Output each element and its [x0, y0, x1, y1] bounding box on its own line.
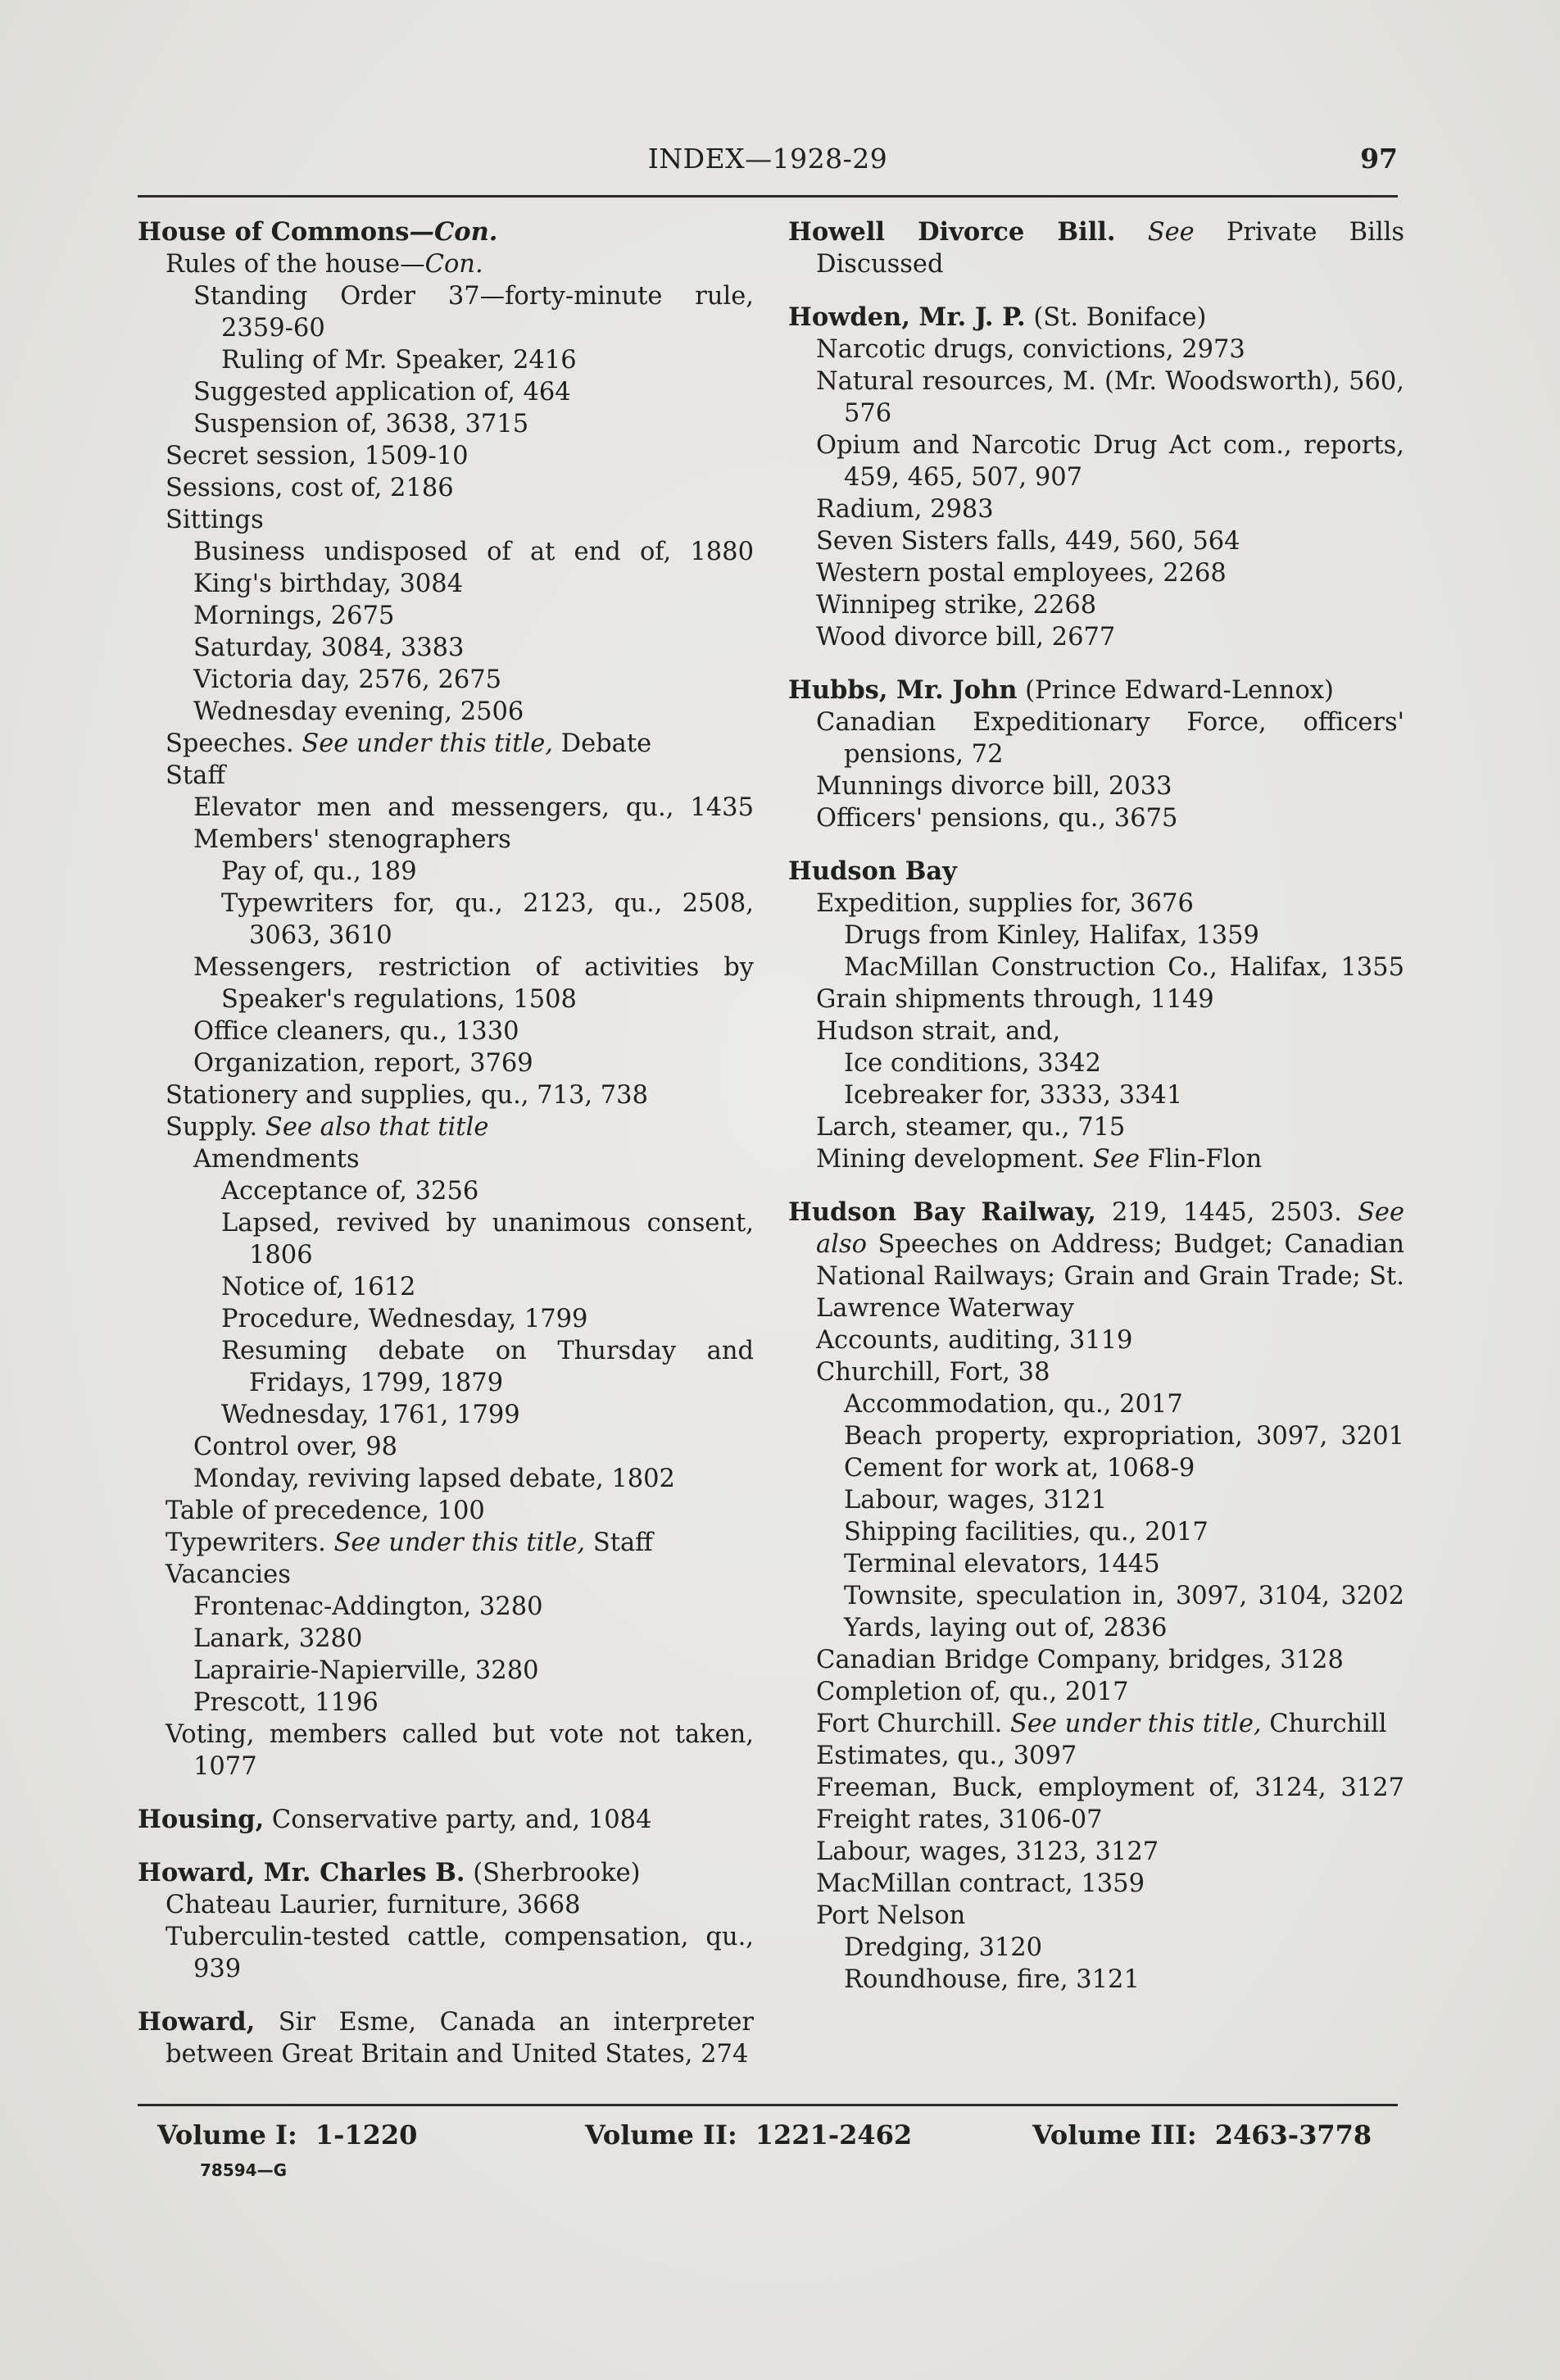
- heading-term: Howden, Mr. J. P.: [788, 302, 1026, 332]
- entry-text: Winnipeg strike, 2268: [816, 591, 1097, 620]
- heading-detail: (Sherbrooke): [465, 1859, 641, 1887]
- index-subentry: [788, 366, 1404, 429]
- entry-text: Accounts, auditing, 3119: [816, 1326, 1133, 1355]
- index-subentry: [138, 632, 754, 664]
- heading-detail: Conservative party, and, 1084: [264, 1805, 652, 1834]
- index-subentry: [788, 1612, 1404, 1644]
- index-subentry: [138, 664, 754, 696]
- entry-text: Accommodation, qu., 2017: [844, 1390, 1183, 1419]
- index-subentry: [788, 1804, 1404, 1836]
- entry-text: Table of precedence, 100: [166, 1497, 485, 1525]
- heading-term: Hubbs, Mr. John: [788, 675, 1018, 705]
- entry-text: Shipping facilities, qu., 2017: [844, 1518, 1209, 1547]
- index-subentry: [138, 1687, 754, 1719]
- entry-text: Vacancies: [166, 1560, 291, 1589]
- index-subentry: [788, 1356, 1404, 1388]
- index-subentry: [138, 1079, 754, 1111]
- entry-text: Voting, members called but vote not taken, 1077: [166, 1720, 754, 1781]
- entry-text: Hudson strait, and,: [816, 1017, 1061, 1046]
- index-subentry: [138, 1495, 754, 1527]
- index-heading-entry: [788, 674, 1404, 706]
- heading-detail: (Prince Edward-Lennox): [1017, 676, 1334, 705]
- volume-three: [1032, 2119, 1372, 2151]
- entry-text: Procedure, Wednesday, 1799: [221, 1305, 588, 1333]
- index-subentry: [788, 493, 1404, 525]
- entry-text: Icebreaker for, 3333, 3341: [844, 1081, 1183, 1110]
- entry-text: Typewriters.: [166, 1528, 334, 1557]
- volume-three-range: 2463-3778: [1214, 2119, 1372, 2151]
- entry-text: Officers' pensions, qu., 3675: [816, 804, 1178, 833]
- entry-text: Wednesday evening, 2506: [193, 697, 524, 726]
- index-subentry: [138, 280, 754, 344]
- heading-term: Howard, Mr. Charles B.: [138, 1858, 465, 1887]
- index-heading-entry: [138, 1804, 754, 1836]
- entry-text: Supply.: [166, 1113, 265, 1142]
- cross-reference-target: Debate: [552, 729, 652, 758]
- index-subentry: [138, 1591, 754, 1623]
- heading-term: Hudson Bay Railway,: [788, 1197, 1096, 1227]
- index-subentry: [788, 1708, 1404, 1740]
- index-subentry: [138, 1271, 754, 1303]
- entry-text: Roundhouse, fire, 3121: [844, 1965, 1140, 1994]
- cross-reference-target: Private Bills Discussed: [816, 218, 1404, 279]
- volume-one-label: Volume I:: [157, 2119, 297, 2151]
- cross-reference: See also: [816, 1198, 1404, 1259]
- entry-text: King's birthday, 3084: [193, 570, 464, 598]
- volume-one: [157, 2119, 417, 2151]
- index-subentry: [138, 1047, 754, 1079]
- entry-text: Elevator men and messengers, qu., 1435: [193, 793, 754, 822]
- entry-text: Wednesday, 1761, 1799: [221, 1401, 520, 1429]
- volume-one-range: 1-1220: [315, 2119, 418, 2151]
- index-heading-entry: [138, 216, 754, 248]
- entry-text: Suspension of, 3638, 3715: [193, 410, 529, 438]
- index-subentry: [138, 1399, 754, 1431]
- index-subentry: [138, 1015, 754, 1047]
- heading-term: Housing,: [138, 1805, 265, 1834]
- entry-text: Speeches.: [166, 729, 302, 758]
- volume-three-label: Volume III:: [1032, 2119, 1197, 2151]
- entry-text: Secret session, 1509-10: [166, 442, 469, 470]
- index-subentry: [138, 568, 754, 600]
- index-subentry: [138, 1623, 754, 1655]
- entry-text: Port Nelson: [816, 1901, 966, 1930]
- index-subentry: [788, 952, 1404, 983]
- index-subentry: [138, 600, 754, 632]
- index-subentry: [138, 856, 754, 888]
- index-subentry: [788, 983, 1404, 1015]
- index-subentry: [788, 1676, 1404, 1708]
- index-subentry: [788, 802, 1404, 834]
- index-subentry: [788, 1932, 1404, 1964]
- index-subentry: [138, 472, 754, 504]
- index-subentry: [138, 1431, 754, 1463]
- index-subentry: [788, 1079, 1404, 1111]
- entry-text: Wood divorce bill, 2677: [816, 623, 1116, 652]
- entry-text: Larch, steamer, qu., 715: [816, 1113, 1126, 1142]
- index-subentry: [788, 1388, 1404, 1420]
- entry-text: Yards, laying out of, 2836: [844, 1614, 1168, 1642]
- index-subentry: [138, 1463, 754, 1495]
- entry-text: Townsite, speculation in, 3097, 3104, 3202: [844, 1582, 1404, 1610]
- index-subentry: [138, 888, 754, 952]
- index-subentry: [138, 1889, 754, 1921]
- index-subentry: [788, 1452, 1404, 1484]
- index-subentry: [138, 1143, 754, 1175]
- entry-text: Chateau Laurier, furniture, 3668: [166, 1891, 581, 1919]
- index-subentry: [138, 728, 754, 760]
- cross-reference: Con.: [424, 250, 483, 279]
- entry-text: Labour, wages, 3123, 3127: [816, 1837, 1159, 1866]
- entry-text: Staff: [166, 761, 226, 790]
- entry-text: Saturday, 3084, 3383: [193, 634, 465, 662]
- index-subentry: [138, 1921, 754, 1985]
- entry-text: Typewriters for, qu., 2123, qu., 2508, 3063, 3610: [221, 889, 754, 950]
- entry-text: Organization, report, 3769: [193, 1049, 533, 1078]
- print-code: 78594—G: [200, 2160, 287, 2180]
- entry-text: Fort Churchill.: [816, 1710, 1010, 1738]
- index-subentry: [138, 1175, 754, 1207]
- entry-text: Notice of, 1612: [221, 1273, 416, 1301]
- index-subentry: [138, 1303, 754, 1335]
- index-subentry: [138, 1111, 754, 1143]
- index-subentry: [138, 1335, 754, 1399]
- entry-text: Acceptance of, 3256: [221, 1177, 479, 1206]
- entry-text: Members' stenographers: [193, 825, 511, 854]
- heading-continued: —Con.: [409, 217, 498, 247]
- entry-text: Messengers, restriction of activities by Speaker's regulations, 1508: [193, 953, 754, 1014]
- entry-text: Labour, wages, 3121: [844, 1486, 1108, 1515]
- index-subentry: [788, 1015, 1404, 1047]
- entry-text: Freeman, Buck, employment of, 3124, 3127: [816, 1774, 1404, 1802]
- index-subentry: [788, 1740, 1404, 1772]
- entry-text: Freight rates, 3106-07: [816, 1805, 1103, 1834]
- index-subentry: [138, 1719, 754, 1783]
- heading-term: Howard,: [138, 2007, 256, 2037]
- entry-text: Natural resources, M. (Mr. Woodsworth), 560, 576: [816, 367, 1404, 428]
- entry-text: Estimates, qu., 3097: [816, 1742, 1077, 1770]
- index-heading-entry: [138, 2006, 754, 2070]
- entry-text: Western postal employees, 2268: [816, 559, 1227, 588]
- entry-text: Laprairie-Napierville, 3280: [193, 1656, 539, 1685]
- entry-text: Suggested application of, 464: [193, 378, 571, 407]
- index-subentry: [788, 1964, 1404, 1996]
- cross-reference: See also that title: [265, 1113, 489, 1142]
- index-subentry: [138, 792, 754, 824]
- entry-text: Seven Sisters falls, 449, 560, 564: [816, 527, 1240, 556]
- entry-text: Terminal elevators, 1445: [844, 1550, 1160, 1578]
- cross-reference: See: [1147, 218, 1195, 247]
- index-subentry: [138, 1655, 754, 1687]
- index-subentry: [138, 376, 754, 408]
- heading-detail: 219, 1445, 2503.: [1095, 1198, 1358, 1227]
- index-subentry: [788, 1772, 1404, 1804]
- entry-text: Grain shipments through, 1149: [816, 985, 1214, 1014]
- entry-text: Victoria day, 2576, 2675: [193, 665, 502, 694]
- index-subentry: [788, 706, 1404, 770]
- index-subentry: [788, 1047, 1404, 1079]
- entry-text: Pay of, qu., 189: [221, 857, 417, 886]
- entry-text: Lapsed, revived by unanimous consent, 1806: [221, 1209, 754, 1269]
- index-subentry: [788, 525, 1404, 557]
- cross-reference: See under this title,: [302, 729, 553, 758]
- right-column: [788, 216, 1404, 1996]
- cross-reference-target: Staff: [585, 1528, 653, 1557]
- heading-term: Hudson Bay: [788, 856, 957, 886]
- entry-text: Lanark, 3280: [193, 1624, 363, 1653]
- header-rule: [138, 195, 1398, 198]
- index-subentry: [138, 344, 754, 376]
- index-subentry: [788, 920, 1404, 952]
- entry-text: Resuming debate on Thursday and Fridays, 1799, 1879: [221, 1337, 754, 1397]
- index-subentry: [138, 1559, 754, 1591]
- entry-text: Rules of the house—: [166, 250, 425, 279]
- entry-text: Business undisposed of at end of, 1880: [193, 538, 754, 566]
- index-subentry: [138, 952, 754, 1015]
- entry-text: Narcotic drugs, convictions, 2973: [816, 335, 1245, 364]
- heading-term: Howell Divorce Bill.: [788, 217, 1116, 247]
- entry-text: Canadian Expeditionary Force, officers' pensions, 72: [816, 708, 1404, 769]
- volume-two-range: 1221-2462: [755, 2119, 913, 2151]
- index-subentry: [788, 334, 1404, 366]
- cross-reference: See: [1093, 1145, 1141, 1174]
- running-title: INDEX—1928-29: [647, 143, 888, 175]
- index-subentry: [138, 760, 754, 792]
- entry-text: Tuberculin-tested cattle, compensation, qu., 939: [166, 1923, 754, 1983]
- entry-text: MacMillan contract, 1359: [816, 1869, 1145, 1898]
- cross-reference-target: Flin-Flon: [1140, 1145, 1263, 1174]
- entry-text: Expedition, supplies for, 3676: [816, 889, 1194, 918]
- entry-text: Beach property, expropriation, 3097, 3201: [844, 1422, 1404, 1451]
- entry-text: Munnings divorce bill, 2033: [816, 772, 1172, 801]
- entry-text: Drugs from Kinley, Halifax, 1359: [844, 921, 1259, 950]
- index-subentry: [788, 1143, 1404, 1175]
- index-subentry: [788, 1868, 1404, 1900]
- page-header: [138, 138, 1398, 180]
- entry-text: Sessions, cost of, 2186: [166, 474, 454, 502]
- index-subentry: [788, 1111, 1404, 1143]
- index-subentry: [138, 824, 754, 856]
- index-subentry: [788, 1484, 1404, 1516]
- footer-rule: [138, 2104, 1398, 2106]
- index-subentry: [788, 1580, 1404, 1612]
- index-subentry: [788, 1900, 1404, 1932]
- entry-text: Ice conditions, 3342: [844, 1049, 1101, 1078]
- entry-text: Mining development.: [816, 1145, 1094, 1174]
- entry-text: Control over, 98: [193, 1433, 398, 1461]
- entry-text: Amendments: [193, 1145, 360, 1174]
- cross-reference: See under this title,: [333, 1528, 586, 1557]
- index-subentry: [788, 621, 1404, 653]
- entry-text: Stationery and supplies, qu., 713, 738: [166, 1081, 648, 1110]
- index-subentry: [788, 557, 1404, 589]
- index-subentry: [788, 1548, 1404, 1580]
- index-subentry: [138, 440, 754, 472]
- page-number: 97: [1360, 143, 1398, 175]
- index-subentry: [138, 536, 754, 568]
- entry-text: Opium and Narcotic Drug Act com., reports, 459, 465, 507, 907: [816, 431, 1404, 492]
- entry-text: Prescott, 1196: [193, 1688, 379, 1717]
- entry-text: Office cleaners, qu., 1330: [193, 1017, 519, 1046]
- heading-detail: (St. Boniface): [1025, 303, 1207, 332]
- entry-text: Completion of, qu., 2017: [816, 1678, 1129, 1706]
- index-heading-entry: [788, 1197, 1404, 1324]
- index-subentry: [788, 770, 1404, 802]
- cross-reference-target: Churchill: [1261, 1710, 1387, 1738]
- index-subentry: [788, 1644, 1404, 1676]
- entry-text: Canadian Bridge Company, bridges, 3128: [816, 1646, 1344, 1674]
- heading-detail: Sir Esme, Canada an interpreter between Great Britain and United States, 274: [166, 2008, 754, 2069]
- index-heading-entry: [788, 302, 1404, 334]
- entry-text: Standing Order 37—forty-minute rule, 2359-60: [193, 282, 754, 343]
- heading-detail: [1116, 218, 1148, 247]
- left-column: [138, 216, 754, 2070]
- index-subentry: [788, 1516, 1404, 1548]
- entry-text: Radium, 2983: [816, 495, 994, 524]
- cross-reference: See under this title,: [1009, 1710, 1262, 1738]
- entry-text: Ruling of Mr. Speaker, 2416: [221, 346, 577, 375]
- index-subentry: [788, 1836, 1404, 1868]
- index-heading-entry: [138, 1857, 754, 1889]
- index-subentry: [138, 248, 754, 280]
- index-subentry: [138, 1207, 754, 1271]
- volume-two: [585, 2119, 912, 2151]
- entry-text: Monday, reviving lapsed debate, 1802: [193, 1465, 675, 1493]
- volume-two-label: Volume II:: [585, 2119, 737, 2151]
- index-subentry: [788, 429, 1404, 493]
- entry-text: Sittings: [166, 506, 264, 534]
- index-heading-entry: [788, 856, 1404, 888]
- index-subentry: [138, 696, 754, 728]
- index-subentry: [788, 1324, 1404, 1356]
- entry-text: Frontenac-Addington, 3280: [193, 1592, 543, 1621]
- entry-text: MacMillan Construction Co., Halifax, 1355: [844, 953, 1404, 982]
- index-subentry: [138, 408, 754, 440]
- index-subentry: [788, 888, 1404, 920]
- index-subentry: [788, 589, 1404, 621]
- heading-term: House of Commons: [138, 217, 410, 247]
- entry-text: Churchill, Fort, 38: [816, 1358, 1050, 1387]
- entry-text: Cement for work at, 1068-9: [844, 1454, 1195, 1483]
- entry-text: Dredging, 3120: [844, 1933, 1043, 1962]
- cross-reference-target: Speeches on Address; Budget; Canadian National Railways; Grain and Grain Trade; St. Lawrence Waterway: [816, 1230, 1404, 1323]
- index-subentry: [138, 1527, 754, 1559]
- index-subentry: [788, 1420, 1404, 1452]
- index-subentry: [138, 504, 754, 536]
- entry-text: Mornings, 2675: [193, 602, 395, 630]
- index-heading-entry: [788, 216, 1404, 280]
